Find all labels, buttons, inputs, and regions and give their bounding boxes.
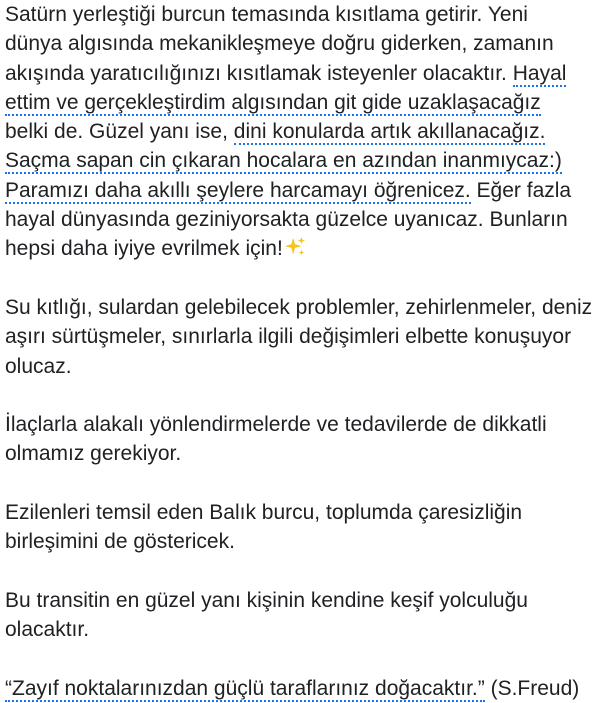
document-body <box>5 0 605 703</box>
quote-attribution: (S.Freud) <box>484 676 580 700</box>
paragraph-pisces <box>5 498 605 557</box>
text-line: dünya algısında mekanikleşmeye doğru giderken, zamanın <box>5 32 554 56</box>
paragraph-saturn <box>5 0 605 264</box>
text-segment: akışında yaratıcılığınızı kısıtlamak isteyenler olacaktır. <box>5 61 513 85</box>
text-segment: hepsi daha iyiye evrilmek için! <box>5 237 283 261</box>
text-line: Ezilenleri temsil eden Balık burcu, toplumda çaresizliğin <box>5 501 523 525</box>
text-line: birleşimini de göstericek. <box>5 530 235 554</box>
text-line <box>5 674 605 703</box>
spellcheck-underlined-text[interactable]: “Zayıf noktalarınızdan güçlü taraflarınız doğacaktır.” <box>5 676 485 700</box>
text-line <box>5 234 605 263</box>
text-line <box>5 176 605 205</box>
spellcheck-underlined-text[interactable]: Hayal <box>512 61 567 85</box>
text-line <box>5 59 605 88</box>
text-line <box>5 146 605 175</box>
text-line: Bu transitin en güzel yanı kişinin kendine keşif yolculuğu <box>5 588 528 612</box>
paragraph-transit <box>5 586 605 645</box>
text-line: olucaz. <box>5 354 72 378</box>
spellcheck-underlined-text[interactable]: Paramızı daha akıllı şeylere harcamayı öğrenicez. <box>5 178 471 202</box>
text-segment: belki de. Güzel yanı ise, <box>5 120 234 144</box>
paragraph-gap <box>5 381 605 410</box>
text-line <box>5 117 605 146</box>
paragraph-gap <box>5 469 605 498</box>
text-segment: Eğer fazla <box>470 178 572 202</box>
text-line: olacaktır. <box>5 618 90 642</box>
text-line: olmamız gerekiyor. <box>5 442 182 466</box>
spellcheck-underlined-text[interactable]: dini konularda artık akıllanacağız. <box>233 120 546 144</box>
paragraph-water <box>5 293 605 381</box>
text-line: aşırı sürtüşmeler, sınırlarla ilgili değişimleri elbette konuşuyor <box>5 325 572 349</box>
text-line: İlaçlarla alakalı yönlendirmelerde ve tedavilerde de dikkatli <box>5 413 547 437</box>
text-line: Satürn yerleştiği burcun temasında kısıtlama getirir. Yeni <box>5 3 528 26</box>
spellcheck-underlined-text[interactable]: Saçma sapan cin çıkaran hocalara en azından inanmıycaz:) <box>5 149 562 173</box>
paragraph-medication <box>5 410 605 469</box>
paragraph-gap <box>5 264 605 293</box>
text-line: hayal dünyasında geziniyorsakta güzelce uyanıcaz. Bunların <box>5 208 568 232</box>
text-line <box>5 88 605 117</box>
paragraph-gap <box>5 645 605 674</box>
sparkles-icon <box>284 236 306 258</box>
spellcheck-underlined-text[interactable]: ettim ve gerçekleştirdim algısından git gide uzaklaşacağız <box>5 90 541 114</box>
paragraph-quote <box>5 674 605 703</box>
text-line: Su kıtlığı, sulardan gelebilecek problemler, zehirlenmeler, deniz <box>5 295 593 319</box>
paragraph-gap <box>5 557 605 586</box>
